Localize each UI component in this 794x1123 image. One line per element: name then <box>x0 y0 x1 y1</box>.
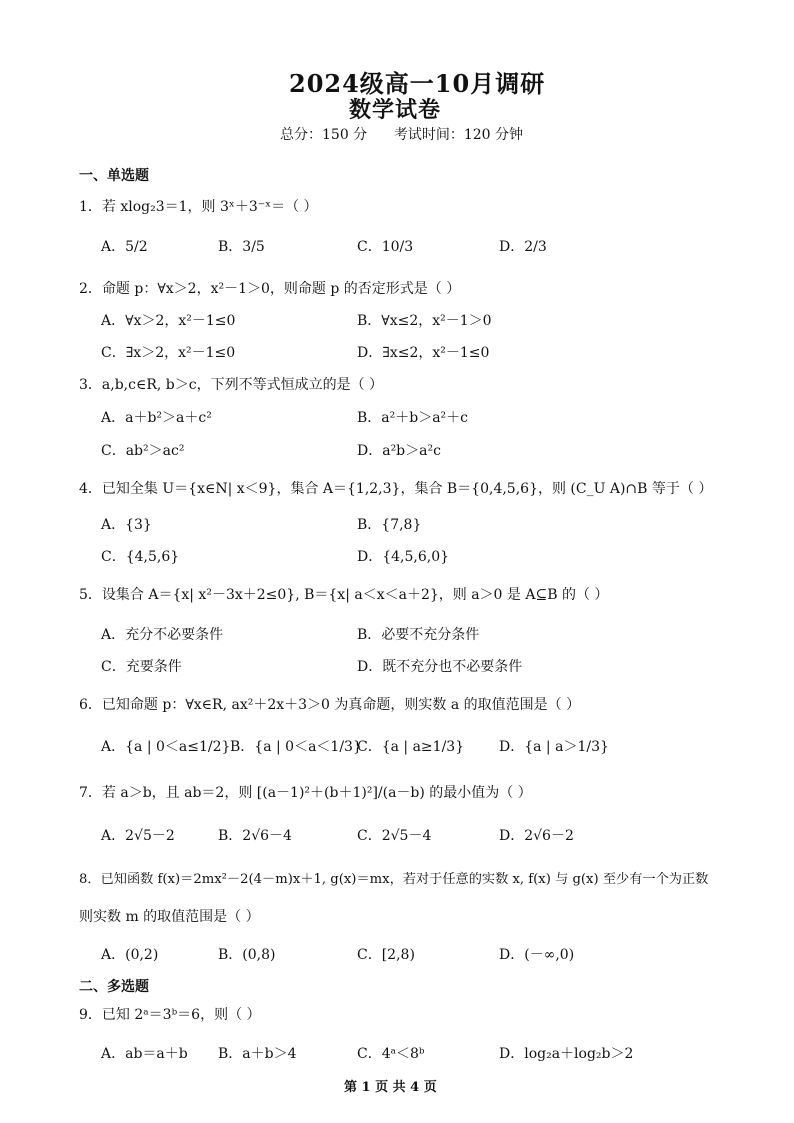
question-stem: 3．a,b,c∈R, b＞c，下列不等式恒成立的是（ ） <box>79 377 384 393</box>
question-option: D．∃x≤2，x²－1≤0 <box>357 345 490 361</box>
question-stem: 9．已知 2ᵃ＝3ᵇ＝6，则（ ） <box>79 1007 261 1023</box>
question-stem: 2．命题 p：∀x＞2，x²－1＞0，则命题 p 的否定形式是（ ） <box>79 281 461 297</box>
question-option: D．a²b＞a²c <box>357 443 441 459</box>
question-option: D．(－∞,0) <box>499 947 575 963</box>
question-option: C．2√5－4 <box>357 828 432 844</box>
question-option: A．充分不必要条件 <box>101 627 224 643</box>
question-option: A．(0,2) <box>101 947 159 963</box>
score-info: 总分：150 分 考试时间：120 分钟 <box>280 127 524 143</box>
question-stem: 1．若 xlog₂3＝1，则 3ˣ＋3⁻ˣ＝（ ） <box>79 199 318 215</box>
page-subtitle: 数学试卷 <box>349 97 442 123</box>
question-option: D．{a | a＞1/3} <box>499 739 609 755</box>
question-stem: 8．已知函数 f(x)＝2mx²－2(4－m)x＋1, g(x)＝mx，若对于任意的实数 x, f(x) 与 g(x) 至少有一个为正数 <box>79 872 709 887</box>
question-option: B．(0,8) <box>218 947 276 963</box>
question-stem: 6．已知命题 p：∀x∈R, ax²＋2x＋3＞0 为真命题，则实数 a 的取值范围是（ ） <box>79 697 581 713</box>
question-option: C．充要条件 <box>101 659 182 675</box>
question-stem: 7．若 a＞b，且 ab＝2，则 [(a－1)²＋(b＋1)²]/(a－b) 的最小值为（ ） <box>79 785 532 801</box>
question-option: C．{a | a≥1/3} <box>357 739 465 755</box>
question-option: B．{7,8} <box>357 517 422 533</box>
question-option: A．{3} <box>101 517 152 533</box>
section-heading-multiple-choice: 二、多选题 <box>79 979 149 995</box>
page-number: 第 1 页 共 4 页 <box>344 1080 437 1095</box>
question-option: B．∀x≤2，x²－1＞0 <box>357 313 492 329</box>
question-option: C．4ᵃ＜8ᵇ <box>357 1046 425 1062</box>
question-stem: 5．设集合 A＝{x| x²－3x＋2≤0}, B＝{x| a＜x＜a＋2}，则 a＞0 是 A⊆B 的（ ） <box>79 587 609 603</box>
question-option: B．3/5 <box>218 239 265 255</box>
question-option: B．a²＋b＞a²＋c <box>357 410 469 426</box>
section-heading-single-choice: 一、单选题 <box>79 168 149 184</box>
question-option: D．{4,5,6,0} <box>357 549 450 565</box>
question-option: C．ab²＞ac² <box>101 443 185 459</box>
question-option: D．既不充分也不必要条件 <box>357 659 523 675</box>
question-option: B．必要不充分条件 <box>357 627 480 643</box>
question-stem: 4．已知全集 U＝{x∈N| x＜9}，集合 A＝{1,2,3}，集合 B＝{0,4,5,6}，则 (C_U A)∩B 等于（ ） <box>79 481 713 497</box>
question-option: D．2/3 <box>499 239 547 255</box>
question-option: A．2√5－2 <box>101 828 175 844</box>
question-option: B．2√6－4 <box>218 828 292 844</box>
question-option: D．2√6－2 <box>499 828 574 844</box>
question-option: C．{4,5,6} <box>101 549 180 565</box>
question-option: C．[2,8) <box>357 947 415 963</box>
question-option: D．log₂a＋log₂b＞2 <box>499 1046 634 1062</box>
question-option: C．∃x＞2，x²－1≤0 <box>101 345 236 361</box>
question-option: B．a＋b＞4 <box>218 1046 297 1062</box>
question-stem-continued: 则实数 m 的取值范围是（ ） <box>79 909 260 925</box>
page-title: 2024级高一10月调研 <box>289 69 546 98</box>
question-option: A．5/2 <box>101 239 148 255</box>
question-option: A．a＋b²＞a＋c² <box>101 410 212 426</box>
question-option: A．∀x＞2，x²－1≤0 <box>101 313 236 329</box>
question-option: C．10/3 <box>357 239 414 255</box>
question-option: A．{a | 0＜a≤1/2} <box>101 739 231 755</box>
question-option: B．{a | 0＜a＜1/3} <box>230 739 362 755</box>
question-option: A．ab＝a＋b <box>101 1046 188 1062</box>
